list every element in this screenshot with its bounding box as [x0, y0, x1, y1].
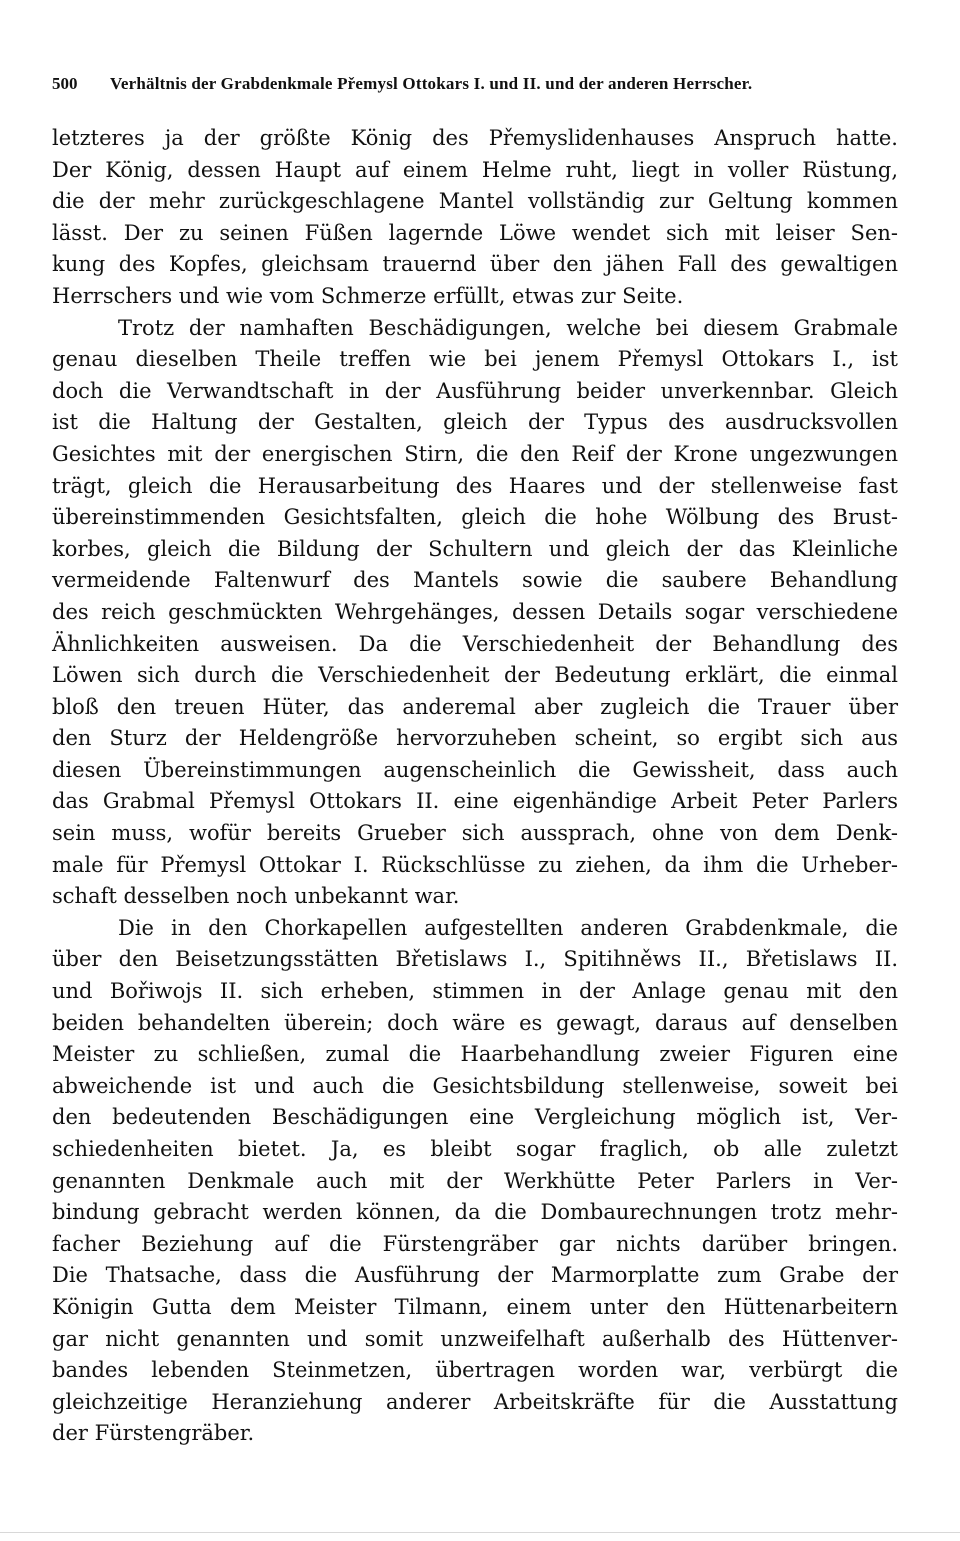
- text-line: doch die Verwandtschaft in der Ausführung beider unverkennbar. Gleich: [52, 378, 898, 403]
- text-line: schaft desselben noch unbekannt war.: [52, 884, 460, 909]
- text-line: gar nicht genannten und somit unzweifelhaft außerhalb des Hüttenver-: [52, 1326, 898, 1351]
- text-line: Meister zu schließen, zumal die Haarbehandlung zweier Figuren eine: [52, 1042, 898, 1067]
- text-line: genau dieselben Theile treffen wie bei jenem Přemysl Ottokars I., ist: [52, 347, 898, 372]
- text-line: bindung gebracht werden können, da die Dombaurechnungen trotz mehr-: [52, 1200, 898, 1225]
- text-line: genannten Denkmale auch mit der Werkhütte Peter Parlers in Ver-: [52, 1168, 898, 1193]
- text-line: und Bořiwojs II. sich erheben, stimmen in der Anlage genau mit den: [52, 979, 898, 1004]
- text-line: bloß den treuen Hüter, das anderemal aber zugleich die Trauer über: [52, 694, 898, 719]
- text-line: Die in den Chorkapellen aufgestellten anderen Grabdenkmale, die: [118, 915, 898, 940]
- text-line: gleichzeitige Heranziehung anderer Arbeitskräfte für die Ausstattung: [52, 1389, 898, 1414]
- text-line: Löwen sich durch die Verschiedenheit der Bedeutung erklärt, die einmal: [52, 663, 898, 688]
- text-line: lässt. Der zu seinen Füßen lagernde Löwe wendet sich mit leiser Sen-: [52, 220, 898, 245]
- text-line: Der König, dessen Haupt auf einem Helme ruht, liegt in voller Rüstung,: [52, 157, 898, 182]
- text-line: die der mehr zurückgeschlagene Mantel vollständig zur Geltung kommen: [52, 189, 898, 214]
- text-line: kung des Kopfes, gleichsam trauernd über den jähen Fall des gewaltigen: [52, 252, 898, 277]
- text-line: diesen Übereinstimmungen augenscheinlich die Gewissheit, dass auch: [52, 757, 898, 782]
- text-line: beiden behandelten überein; doch wäre es gewagt, daraus auf denselben: [52, 1010, 898, 1035]
- text-line: den Sturz der Heldengröße hervorzuheben scheint, so ergibt sich aus: [52, 726, 898, 751]
- text-line: Die Thatsache, dass die Ausführung der Marmorplatte zum Grabe der: [52, 1263, 898, 1288]
- text-line: Herrschers und wie vom Schmerze erfüllt, etwas zur Seite.: [52, 283, 684, 308]
- text-line: übereinstimmenden Gesichtsfalten, gleich die hohe Wölbung des Brust-: [52, 505, 898, 530]
- text-line: Trotz der namhaften Beschädigungen, welche bei diesem Grabmale: [118, 315, 898, 340]
- text-line: über den Beisetzungsstätten Břetislaws I., Spitihněws II., Břetislaws II.: [52, 947, 898, 972]
- running-title: Verhältnis der Grabdenkmale Přemysl Ottokars I. und II. und der anderen Herrscher.: [110, 74, 753, 93]
- text-line: facher Beziehung auf die Fürstengräber gar nichts darüber bringen.: [52, 1231, 898, 1256]
- text-line: Gesichtes mit der energischen Stirn, die den Reif der Krone ungezwungen: [52, 441, 898, 466]
- text-line: bandes lebenden Steinmetzen, übertragen worden war, verbürgt die: [52, 1358, 898, 1383]
- text-line: korbes, gleich die Bildung der Schultern und gleich der das Kleinliche: [52, 536, 898, 561]
- text-line: schiedenheiten bietet. Ja, es bleibt sogar fraglich, ob alle zuletzt: [52, 1137, 898, 1161]
- text-line: male für Přemysl Ottokar I. Rückschlüsse zu ziehen, da ihm die Urheber-: [52, 852, 898, 877]
- body-text: [52, 123, 898, 1450]
- running-header: [52, 74, 892, 100]
- text-line: ist die Haltung der Gestalten, gleich der Typus des ausdrucksvollen: [52, 410, 898, 435]
- text-line: der Fürstengräber.: [52, 1421, 255, 1446]
- text-line: des reich geschmückten Wehrgehänges, dessen Details sogar verschiedene: [52, 599, 898, 624]
- text-line: trägt, gleich die Herausarbeitung des Haares und der stellenweise fast: [52, 473, 898, 498]
- text-line: den bedeutenden Beschädigungen eine Vergleichung möglich ist, Ver-: [52, 1105, 898, 1130]
- text-line: vermeidende Faltenwurf des Mantels sowie die saubere Behandlung: [52, 568, 898, 593]
- text-line: das Grabmal Přemysl Ottokars II. eine eigenhändige Arbeit Peter Parlers: [52, 789, 898, 814]
- page-number: 500: [52, 74, 78, 93]
- text-line: letzteres ja der größte König des Přemyslidenhauses Anspruch hatte.: [52, 126, 898, 150]
- text-line: Ähnlichkeiten ausweisen. Da die Verschiedenheit der Behandlung des: [52, 631, 898, 656]
- page-edge-rule: [0, 1532, 960, 1533]
- text-line: sein muss, wofür bereits Grueber sich aussprach, ohne von dem Denk-: [52, 821, 898, 846]
- text-line: Königin Gutta dem Meister Tilmann, einem unter den Hüttenarbeitern: [52, 1294, 898, 1319]
- text-line: abweichende ist und auch die Gesichtsbildung stellenweise, soweit bei: [52, 1073, 898, 1098]
